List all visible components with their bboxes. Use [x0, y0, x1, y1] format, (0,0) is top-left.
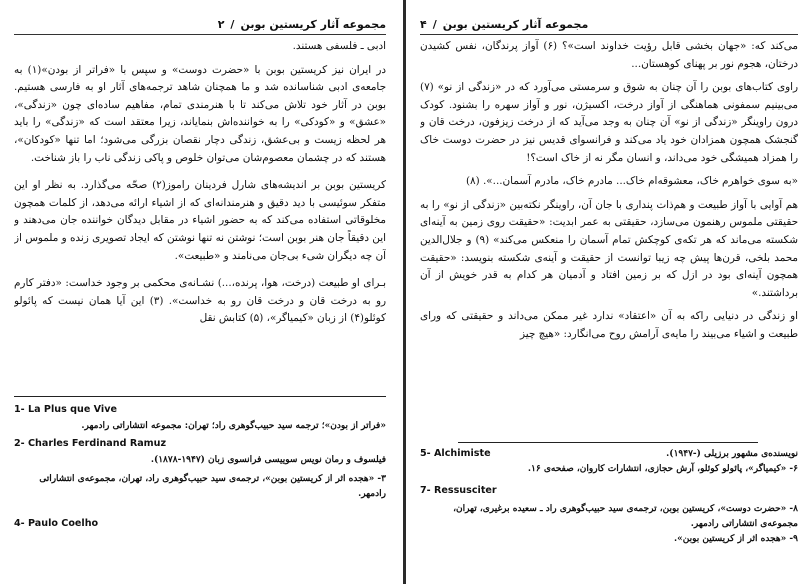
- right-page-header: [420, 14, 798, 34]
- left-footnotes: [14, 400, 386, 533]
- right-footnote-rule: [458, 442, 758, 443]
- paragraph: هم آوایی با آواز طبیعت و هم‌ذات پنداری با جان آن، راوینگر نکته‌بین «زندگی از نو» را به حقیقتی ملموس رهنمون می‌سازد، حقیقتی به عمر ابدیت: «حقیقت روی زمین به آینه‌ای شکسته می‌ماند که هر تکه‌ی کوچکش تمام آسمان را منعکس می‌کند» (۹) و جلال‌الدین محمد بلخی، قرن‌ها پیش چه زیبا توانست از حقیقت و آینه‌ی شکسته بنویسد: «حقیقت همچون آینه‌ای بود در ازل که بر زمین افتاد و آدمیان هر کدام به قدر خویش از آن برداشتند.»: [420, 198, 798, 299]
- footnote-text: فیلسوف و رمان نویس سوییسی فرانسوی زبان (۱۹۴۷-۱۸۷۸).: [150, 455, 386, 465]
- paragraph: کریستین بوبن بر اندیشه‌های شارل فردینان راموز(۲) صحّه می‌گذارد. به نظر او این متفکر سوئیسی با دید دقیق و هنرمندانه‌ای که از اشیاء ارائه می‌دهد، از کلمات همچون مخلوقاتی استفاده می‌کند که به حضور اشیاء در مقابل دیدگان خواننده جان می‌دهند و این دقیقاً جان هنر بوبن است؛ نوشتن نه تنها نوشتن که ایجاد تصویری زنده و ملموس از آن چه دیگران شیء بی‌جان می‌نامند و «طبیعت».: [14, 179, 386, 262]
- footnote-row: [420, 446, 798, 462]
- paragraph: ادبی ـ فلسفی هستند.: [292, 40, 386, 52]
- left-page-header: [14, 14, 386, 34]
- paragraph: می‌کند که: «جهان بخشی قابل رؤیت خداوند است»؟ (۶) آواز پرندگان، نفس کشیدن درختان، هجوم نور بر پهنای کوهستان...: [420, 40, 798, 70]
- paragraph: «به سوی خواهرم خاک، معشوقه‌ام خاک... مادرم خاک، مادرم آسمان...». (۸): [465, 175, 798, 188]
- footnote-text: ۶- «کیمیاگر»، پائولو کوئلو، آرش حجازی، انتشارات کاروان، صفحه‌ی ۱۶.: [527, 464, 798, 474]
- footnote-text: «فراتر از بودن»؛ ترجمه سید حبیب‌گوهری راد؛ تهران: مجموعه انتشاراتی رادمهر.: [81, 421, 386, 431]
- footnote-text: نویسنده‌ی مشهور برزیلی (-۱۹۴۷).: [666, 449, 798, 459]
- left-page-number: ۲: [217, 17, 225, 31]
- footnote-latin: 1- La Plus que Vive: [14, 404, 117, 415]
- left-page-title: مجموعه آثار کریستین بوبن: [240, 17, 386, 31]
- right-page: [420, 0, 798, 584]
- footnote-latin: 5- Alchimiste: [420, 448, 491, 459]
- right-footnotes: [420, 446, 798, 547]
- left-page-body: [14, 38, 386, 334]
- left-footnote-rule: [14, 396, 386, 397]
- book-gutter: [403, 0, 406, 584]
- right-page-title: مجموعه آثار کریستین بوبن: [442, 17, 589, 31]
- paragraph: راوی کتاب‌های بوبن را آن چنان به شوق و سرمستی می‌آورد که در «زندگی از نو» (۷) می‌بینیم سمفونی هماهنگی از آواز درخت، اکسیژن، نور و آواز سهره را بشنود. کودک درون راوینگر «زندگی از نو» آن چنان به وجد می‌آید که از درخت زیزفون، درخت قان و گنجشک همچون همزادان خود یاد می‌کند و فرانسوای قدیس نیز در حضرت دوست خاک را همزاد همیشگی خود می‌داند، و انسان مگر نه از خاک است؟!: [420, 81, 798, 164]
- footnote-text: ۳- «هجده اثر از کریستین بوبن»، ترجمه‌ی سید حبیب‌گوهری راد، تهران، مجموعه‌ی انتشاراتی رادمهر.: [39, 474, 386, 499]
- paragraph: در ایران نیز کریستین بوبن با «حضرت دوست» و سپس با «فراتر از بودن»(۱) به جامعه‌ی ادبی شناسانده شد و ما همچنان شاهد ترجمه‌های آثار او به فارسی هستیم. بوبن در آثار خود تلاش می‌کند تا با هنرمندی تمام، مفاهیم ساده‌ای چون «زندگی»، «عشق» و «کودکی» را به خواننده‌اش بنمایاند، زیرا معتقد است که «زندگی» را باید هر لحظه زیست و بی‌عشق، زندگی دچار نقصان بزرگی می‌شود؛ اما تنها «کودکان»، هستند که در چشمان معصوم‌شان می‌توان خلوص و پاکی زندگی ناب را باز شناخت.: [14, 63, 386, 164]
- footnote-latin: 2- Charles Ferdinand Ramuz: [14, 438, 167, 449]
- left-header-rule: [14, 34, 386, 35]
- left-page: [14, 0, 386, 584]
- right-header-rule: [420, 34, 798, 35]
- right-page-body: [420, 38, 798, 350]
- paragraph: بـرای او طبیعت (درخت، هوا، پرنده،...) نشـانه‌ی محکمی بر وجود خداست: «دفتر کارم رو به درخت قان و درخت قان رو به خداست». (۳) این آیا همان نیست که پائولو کوئلو(۴) از زبان «کیمیاگر»، (۵) کتابش نقل: [14, 277, 386, 325]
- paragraph: او زندگی در دنیایی راکه به آن «اعتقاد» ندارد غیر ممکن می‌داند و حقیقتی که ورای طبیعت و اشیاء می‌بیند را مایه‌ی آرامش روح می‌انگارد: «هیچ چیز: [420, 310, 798, 340]
- footnote-latin: 7- Ressusciter: [420, 485, 497, 496]
- footnote-latin: 4- Paulo Coelho: [14, 518, 99, 529]
- footnote-text: ۹- «هجده اثر از کریستین بوبن».: [673, 534, 798, 544]
- right-page-separator: /: [432, 17, 437, 31]
- left-page-separator: /: [230, 17, 235, 31]
- footnote-text: ۸- «حضرت دوست»، کریستین بوبن، ترجمه‌ی سید حبیب‌گوهری راد ـ سعیده برغیری، تهران، مجموعه‌ی انتشاراتی رادمهر.: [453, 504, 798, 529]
- right-page-number: ۴: [420, 17, 427, 31]
